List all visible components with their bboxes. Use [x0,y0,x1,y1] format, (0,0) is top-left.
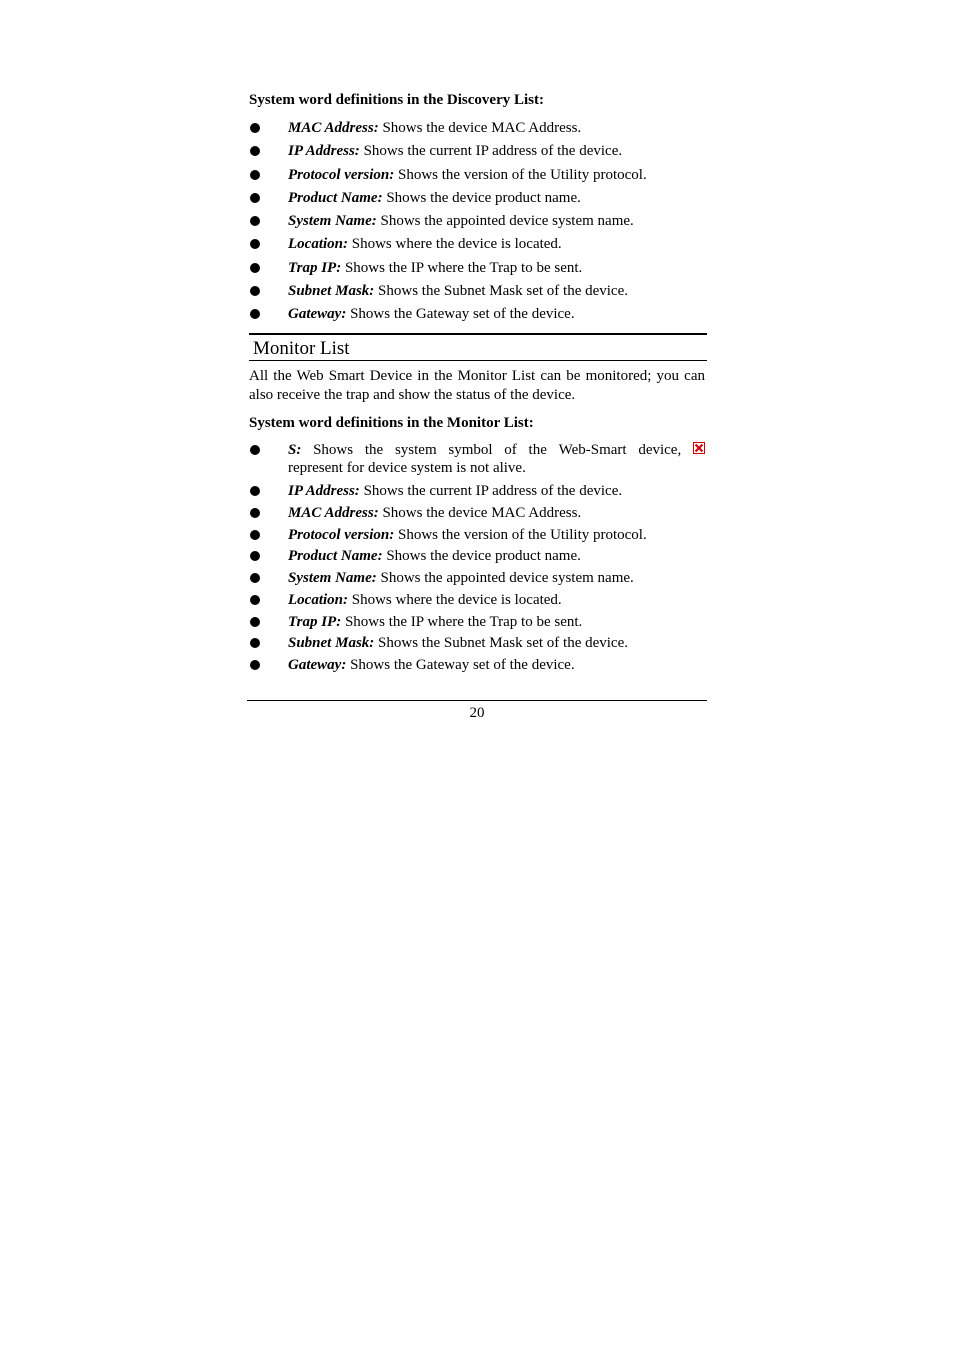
list-item [249,482,705,500]
section-title-bar [249,333,707,361]
item-desc: Shows where the device is located. [348,591,562,608]
item-desc: Shows the Subnet Mask set of the device. [374,282,628,299]
list-item [249,166,705,184]
item-term: Gateway: [288,657,347,673]
monitor-s-item [249,441,705,477]
device-not-alive-icon [693,442,705,454]
monitor-intro: All the Web Smart Device in the Monitor List can be monitored; you can also receive the trap and show the status of the device. [249,368,705,403]
item-term: S: [288,442,302,458]
s-word: device, [638,442,682,458]
item-term: MAC Address: [288,120,379,136]
item-term: Subnet Mask: [288,635,375,652]
bullet-icon [250,123,260,133]
item-desc: Shows the current IP address of the device. [359,143,623,160]
item-desc: Shows the device MAC Address. [378,504,582,521]
list-item [249,591,705,609]
list-item [249,142,705,160]
monitor-heading: System word definitions in the Monitor List: [249,415,534,431]
item-term: Protocol version: [288,166,395,183]
item-term: Product Name: [288,548,383,565]
item-term: Subnet Mask: [288,282,375,299]
discovery-list [249,119,705,323]
bullet-icon [250,216,260,226]
footer-rule [247,700,707,701]
item-desc: Shows the appointed device system name. [376,213,634,229]
item-desc: Shows the appointed device system name. [376,570,634,586]
s-word: of [504,442,517,458]
item-term: System Name: [288,570,377,586]
item-term: Protocol version: [288,526,395,543]
s-word: system [394,442,437,458]
item-term: Trap IP: [288,259,342,276]
section-title: Monitor List [253,338,350,359]
list-item [249,569,705,587]
bullet-icon [250,551,260,561]
bullet-icon [250,193,260,203]
list-item [249,634,705,652]
item-desc: Shows the device product name. [382,548,581,565]
bullet-icon [250,530,260,540]
list-item [249,656,705,674]
list-item [249,526,705,544]
item-term: Location: [288,591,348,608]
item-desc: Shows the device product name. [382,189,581,206]
bullet-icon [250,146,260,156]
discovery-heading: System word definitions in the Discovery List: [249,92,544,108]
bullet-icon [250,286,260,296]
list-item [249,212,705,230]
list-item [249,547,705,565]
list-item [249,441,705,477]
s-word: the [528,442,547,458]
item-desc: Shows the Gateway set of the device. [346,657,575,673]
item-term: IP Address: [288,143,360,160]
bullet-icon [250,573,260,583]
list-item [249,235,705,253]
s-word: the [364,442,384,458]
monitor-list [249,482,705,674]
s-word: symbol [448,442,493,458]
item-desc: Shows the version of the Utility protocol. [394,166,647,183]
item-desc: Shows the IP where the Trap to be sent. [341,613,583,630]
item-desc: Shows the device MAC Address. [378,120,582,136]
bullet-icon [250,445,260,455]
item-desc: Shows the Gateway set of the device. [346,306,575,322]
list-item [249,119,705,137]
bullet-icon [250,638,260,648]
item-term: Location: [288,236,348,253]
s-item-line1 [288,441,705,459]
item-term: MAC Address: [288,504,379,521]
bullet-icon [250,617,260,627]
item-term: IP Address: [288,483,360,499]
bullet-icon [250,263,260,273]
list-item [249,613,705,631]
s-item-line2: represent for device system is not alive. [288,460,526,476]
bullet-icon [250,595,260,605]
bullet-icon [250,309,260,319]
list-item [249,504,705,522]
item-desc: Shows the IP where the Trap to be sent. [341,259,583,276]
s-word: Web-Smart [558,442,627,458]
item-desc: Shows the current IP address of the device. [359,483,623,499]
list-item [249,305,705,323]
item-desc: Shows where the device is located. [348,236,562,253]
list-item [249,282,705,300]
bullet-icon [250,508,260,518]
item-term: Gateway: [288,306,347,322]
list-item [249,259,705,277]
item-desc: Shows the Subnet Mask set of the device. [374,635,628,652]
item-term: Product Name: [288,189,383,206]
list-item [249,189,705,207]
bullet-icon [250,660,260,670]
item-term: Trap IP: [288,613,342,630]
s-word: Shows [313,442,354,458]
item-term: System Name: [288,213,377,229]
bullet-icon [250,486,260,496]
bullet-icon [250,239,260,249]
bullet-icon [250,170,260,180]
page-number: 20 [469,705,485,721]
item-desc: Shows the version of the Utility protocol. [394,526,647,543]
